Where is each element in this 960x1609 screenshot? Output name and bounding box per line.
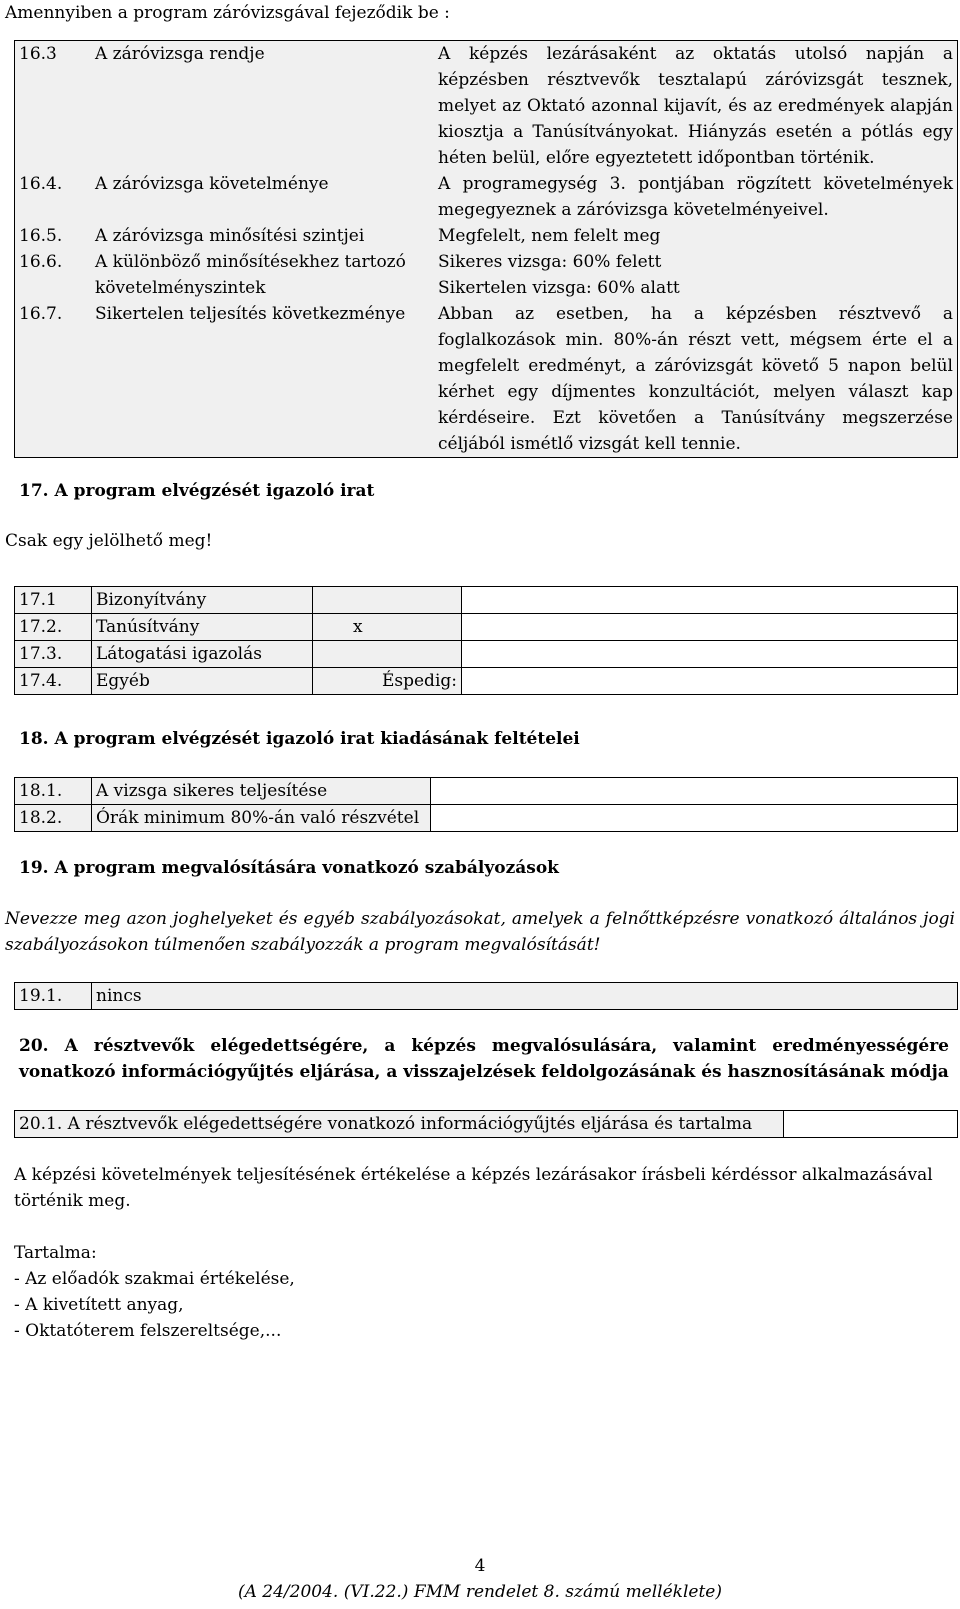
table-row — [15, 171, 958, 223]
section17-instruction: Csak egy jelölhető meg! — [5, 531, 213, 551]
table-row — [15, 641, 958, 668]
table-row — [15, 983, 958, 1010]
row-label: Tanúsítvány — [92, 614, 313, 641]
empty-cell — [462, 668, 958, 695]
row-label: Bizonyítvány — [92, 587, 313, 614]
table-row — [15, 249, 958, 301]
section18-heading: 18. A program elvégzését igazoló irat kiadásának feltételei — [19, 729, 580, 749]
row-mark: Éspedig: — [313, 668, 462, 695]
section19-note: Nevezze meg azon joghelyeket és egyéb szabályozásokat, amelyek a felnőttképzésre vonatkozó általános jogi szabályozásokon túlmenően szabályozzák a program megvalósítását! — [5, 909, 955, 955]
section20-table — [14, 1110, 958, 1138]
row-number: 16.6. — [15, 249, 92, 301]
footer-reference: (A 24/2004. (VI.22.) FMM rendelet 8. számú melléklete) — [237, 1582, 723, 1602]
contents-block — [14, 1240, 295, 1344]
table-row — [15, 668, 958, 695]
row-number: 18.1. — [15, 778, 92, 805]
row-number: 16.3 — [15, 41, 92, 172]
row-label: A vizsga sikeres teljesítése — [92, 778, 431, 805]
section20-body: A képzési követelmények teljesítésének értékelése a képzés lezárásakor írásbeli kérdéssor alkalmazásával történik meg. — [14, 1165, 933, 1211]
list-item: - Az előadók szakmai értékelése, — [14, 1269, 295, 1289]
empty-cell — [784, 1111, 958, 1138]
row-mark — [313, 587, 462, 614]
row-number: 16.7. — [15, 301, 92, 458]
empty-cell — [462, 587, 958, 614]
row-number: 16.5. — [15, 223, 92, 249]
intro-text: Amennyiben a program záróvizsgával fejeződik be : — [5, 3, 450, 23]
row-number: 17.4. — [15, 668, 92, 695]
row-value: A képzés lezárásaként az oktatás utolsó napján a képzésben résztvevők tesztalapú záróvizsgát tesznek, melyet az Oktató azonnal kijavít, és az eredmények alapján kiosztja a Tanúsítványokat. Hiányzás esetén a pótlás egy héten belül, előre egyeztetett időpontban történik. — [434, 41, 958, 172]
row-value: A programegység 3. pontjában rögzített követelmények megegyeznek a záróvizsga követelményeivel. — [434, 171, 958, 223]
row-mark: x — [313, 614, 462, 641]
row-label: Egyéb — [92, 668, 313, 695]
section17-table — [14, 586, 958, 695]
section17-heading: 17. A program elvégzését igazoló irat — [19, 481, 375, 501]
row-value: Abban az esetben, ha a képzésben résztvevő a foglalkozások min. 80%-án részt vett, mégsem érte el a megfelelt eredményt, a záróvizsgát követő 5 napon belül kérhet egy díjmentes konzultációt, melyen választ kap kérdéseire. Ezt követően a Tanúsítvány megszerzése céljából ismétlő vizsgát kell tennie. — [434, 301, 958, 458]
row-number: 17.3. — [15, 641, 92, 668]
table-row — [15, 614, 958, 641]
row-value: Megfelelt, nem felelt meg — [434, 223, 958, 249]
row-number: 17.2. — [15, 614, 92, 641]
row-number: 19.1. — [15, 983, 92, 1010]
value-line: Sikertelen vizsga: 60% alatt — [438, 278, 680, 298]
table-row — [15, 778, 958, 805]
row-label: nincs — [92, 983, 958, 1010]
value-line: Sikeres vizsga: 60% felett — [438, 252, 662, 272]
row-label: A különböző minősítésekhez tartozó követelményszintek — [91, 249, 434, 301]
subsection-title: 20.1. A résztvevők elégedettségére vonatkozó információgyűjtés eljárása és tartalma — [15, 1111, 784, 1138]
empty-cell — [462, 614, 958, 641]
row-label: A záróvizsga minősítési szintjei — [91, 223, 434, 249]
section16-table — [14, 40, 958, 458]
table-row — [15, 41, 958, 172]
row-label: Sikertelen teljesítés következménye — [91, 301, 434, 458]
row-label: A záróvizsga követelménye — [91, 171, 434, 223]
table-row — [15, 301, 958, 458]
list-item: - A kivetített anyag, — [14, 1295, 184, 1315]
page-number: 4 — [474, 1556, 486, 1576]
table-row — [15, 805, 958, 832]
empty-cell — [431, 778, 958, 805]
row-label: Látogatási igazolás — [92, 641, 313, 668]
row-number: 16.4. — [15, 171, 92, 223]
row-number: 17.1 — [15, 587, 92, 614]
section20-heading: 20. A résztvevők elégedettségére, a képzés megvalósulására, valamint eredményességére vonatkozó információgyűjtés eljárása, a visszajelzések feldolgozásának és hasznosításának módja — [19, 1036, 949, 1082]
list-item: - Oktatóterem felszereltsége,... — [14, 1321, 282, 1341]
row-label: Órák minimum 80%-án való részvétel — [92, 805, 431, 832]
row-value — [434, 249, 958, 301]
section19-table — [14, 982, 958, 1010]
table-row — [15, 1111, 958, 1138]
row-number: 18.2. — [15, 805, 92, 832]
section19-heading: 19. A program megvalósítására vonatkozó szabályozások — [19, 858, 559, 878]
table-row — [15, 587, 958, 614]
table-row — [15, 223, 958, 249]
empty-cell — [462, 641, 958, 668]
row-label: A záróvizsga rendje — [91, 41, 434, 172]
contents-label: Tartalma: — [14, 1243, 97, 1263]
row-mark — [313, 641, 462, 668]
section18-table — [14, 777, 958, 832]
empty-cell — [431, 805, 958, 832]
